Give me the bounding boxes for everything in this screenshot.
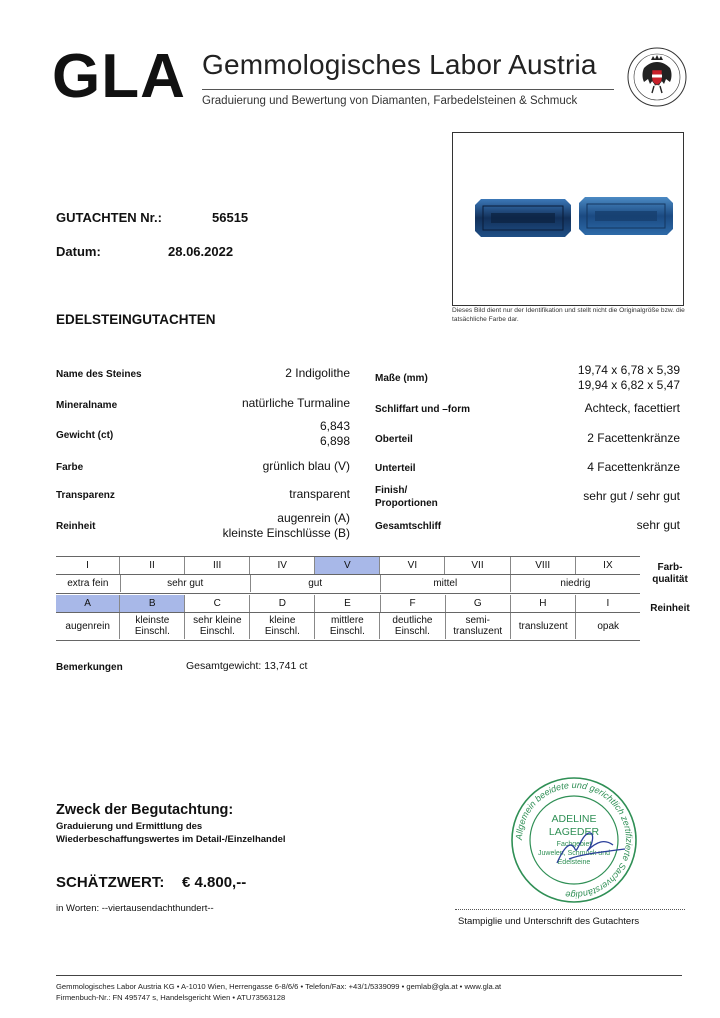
clarity-desc-cell xyxy=(576,613,640,639)
photo-disclaimer: Dieses Bild dient nur der Identifikation und stellt nicht die Originalgröße bzw. die tatsächliche Farbe dar. xyxy=(452,307,685,323)
report-type: EDELSTEINGUTACHTEN xyxy=(56,312,216,327)
value-overall-cut: sehr gut xyxy=(636,518,680,532)
color-quality-label xyxy=(642,562,698,586)
clarity-desc-row xyxy=(56,613,640,639)
remarks-label: Bemerkungen xyxy=(56,662,123,673)
clarity-grade-cell: G xyxy=(445,595,510,612)
signature-line xyxy=(455,909,685,910)
value-clarity-2: kleinste Einschlüsse (B) xyxy=(222,526,350,540)
clarity-desc-cell xyxy=(380,613,445,639)
clarity-desc-text: augenrein xyxy=(65,620,110,632)
value-dimensions-2: 19,94 x 6,82 x 5,47 xyxy=(577,378,680,392)
austrian-eagle-crest-icon xyxy=(626,46,688,108)
clarity-desc-text: Einschl. xyxy=(264,626,300,637)
value-dimensions-1: 19,74 x 6,78 x 5,39 xyxy=(577,363,680,377)
clarity-desc-text: Einschl. xyxy=(329,626,365,637)
color-group-cell: mittel xyxy=(380,575,510,592)
label-color: Farbe xyxy=(56,462,84,473)
value-color: grünlich blau (V) xyxy=(262,459,350,473)
clarity-desc-text: semi- xyxy=(465,615,490,626)
clarity-desc-table xyxy=(56,613,640,639)
clarity-bottom-line xyxy=(56,640,640,641)
clarity-grade-cell-selected: A xyxy=(56,595,120,612)
clarity-desc-text: Einschl. xyxy=(134,626,170,637)
clarity-desc-text: sehr kleine xyxy=(193,615,242,626)
stamp-name2: LAGEDER xyxy=(548,826,600,838)
svg-text:Allgemein beeidete und gericht xyxy=(514,780,634,900)
stamp-line3: Fachgebiet xyxy=(556,841,592,848)
clarity-grade-cell: F xyxy=(380,595,445,612)
clarity-desc-text: Einschl. xyxy=(199,626,235,637)
remarks-text: Gesamtgewicht: 13,741 ct xyxy=(186,660,308,672)
color-grade-cell-selected: V xyxy=(315,557,380,574)
clarity-desc-text: kleinste xyxy=(135,615,170,626)
purpose-line1: Graduierung und Ermittlung des xyxy=(56,821,203,832)
header-divider xyxy=(202,89,614,90)
color-grade-cell: VIII xyxy=(510,557,575,574)
color-grade-cell: III xyxy=(185,557,250,574)
stamp-line5: Edelsteine xyxy=(557,859,591,866)
clarity-desc-text: kleine xyxy=(269,615,296,626)
org-name: Gemmologisches Labor Austria xyxy=(202,49,597,80)
color-grade-cell: IV xyxy=(250,557,315,574)
clarity-desc-cell xyxy=(185,613,250,639)
color-group-cell: extra fein xyxy=(56,575,120,592)
value-clarity-1: augenrein (A) xyxy=(277,511,350,525)
label-dimensions: Maße (mm) xyxy=(375,373,428,384)
value-crown: 2 Facettenkränze xyxy=(587,431,680,445)
clarity-desc-text: transluzent xyxy=(518,620,568,632)
clarity-grade-cell: H xyxy=(510,595,575,612)
footer-divider xyxy=(56,975,682,976)
clarity-grade-cell: D xyxy=(250,595,315,612)
label-pavilion: Unterteil xyxy=(375,463,416,474)
value-transparency: transparent xyxy=(289,487,350,501)
color-quality-label-line1: Farb- xyxy=(657,562,683,573)
color-grade-row xyxy=(56,557,640,574)
label-proportions: Proportionen xyxy=(375,498,438,509)
value-weight-2: 6,898 xyxy=(319,434,350,448)
clarity-grade-cell: C xyxy=(185,595,250,612)
color-grade-cell: I xyxy=(56,557,120,574)
clarity-grade-cell: E xyxy=(315,595,380,612)
color-grade-cell: VI xyxy=(380,557,445,574)
color-quality-label-line2: qualität xyxy=(652,574,688,585)
label-mineral: Mineralname xyxy=(56,400,118,411)
clarity-desc-cell xyxy=(120,613,185,639)
label-weight: Gewicht (ct) xyxy=(56,430,114,441)
purpose-line2: Wiederbeschaffungswertes im Detail-/Einzelhandel xyxy=(56,834,286,845)
clarity-desc-text: deutliche xyxy=(392,615,433,626)
stamp-caption: Stampiglie und Unterschrift des Gutachters xyxy=(458,916,640,927)
color-group-cell: sehr gut xyxy=(120,575,250,592)
clarity-grade-cell: I xyxy=(606,598,610,609)
gemstone-images xyxy=(453,133,683,305)
value-stone-name: 2 Indigolithe xyxy=(285,366,350,380)
purpose-title: Zweck der Begutachtung: xyxy=(56,802,234,818)
label-stone-name: Name des Steines xyxy=(56,369,142,380)
scale-bottom-line xyxy=(56,593,640,594)
gem-left xyxy=(475,199,571,237)
clarity-label: Reinheit xyxy=(650,603,690,614)
clarity-desc-cell xyxy=(510,613,575,639)
gem-right xyxy=(579,197,673,235)
report-date: 28.06.2022 xyxy=(168,244,234,259)
clarity-grade-row xyxy=(56,595,640,612)
label-cut: Schliffart und –form xyxy=(375,404,471,415)
clarity-desc-text: opak xyxy=(597,620,620,632)
clarity-desc-cell xyxy=(445,613,510,639)
report-number-label: GUTACHTEN Nr.: xyxy=(56,210,162,225)
gemstone-photo xyxy=(452,132,684,306)
clarity-desc-text: mittlere xyxy=(330,615,364,626)
label-overall-cut: Gesamtschliff xyxy=(375,521,442,532)
clarity-desc-cell xyxy=(315,613,380,639)
org-subtitle: Graduierung und Bewertung von Diamanten, Farbedelsteinen & Schmuck xyxy=(202,95,578,107)
value-mineral: natürliche Turmaline xyxy=(241,396,350,410)
color-grade-cell: II xyxy=(120,557,185,574)
clarity-grade-cell-selected: B xyxy=(120,595,185,612)
footer-line2: Firmenbuch-Nr.: FN 495747 s, Handelsgericht Wien • ATU73563128 xyxy=(56,993,286,1002)
color-grade-cell: IX xyxy=(603,560,613,571)
color-group-cell: niedrig xyxy=(560,578,591,589)
label-transparency: Transparenz xyxy=(56,490,115,501)
clarity-desc-cell xyxy=(56,613,120,639)
clarity-desc-cell xyxy=(250,613,315,639)
value-weight-1: 6,843 xyxy=(319,419,350,433)
gla-logo: GLA xyxy=(52,42,186,111)
clarity-grade-table xyxy=(56,595,640,612)
footer-line1: Gemmologisches Labor Austria KG • A-1010 Wien, Herrengasse 6-8/6/6 • Telefon/Fax: +43/1/5339099 • gemlab@gla.at • www.gla.at xyxy=(56,982,502,991)
label-finish: Finish/ xyxy=(375,485,408,496)
label-clarity: Reinheit xyxy=(56,521,96,532)
clarity-desc-text: Einschl. xyxy=(394,626,430,637)
expert-stamp xyxy=(509,775,639,905)
date-label: Datum: xyxy=(56,244,101,259)
color-group-cell: gut xyxy=(250,575,380,592)
color-group-table xyxy=(56,575,640,592)
valuation-value: € 4.800,-- xyxy=(182,874,247,891)
value-cut: Achteck, facettiert xyxy=(584,401,680,415)
color-grade-cell: VII xyxy=(445,557,510,574)
stamp-name1: ADELINE xyxy=(551,813,597,825)
report-number: 56515 xyxy=(212,210,249,225)
valuation-words: in Worten: --viertausendachthundert-- xyxy=(56,903,214,914)
value-finish: sehr gut / sehr gut xyxy=(583,489,680,503)
value-pavilion: 4 Facettenkränze xyxy=(587,460,680,474)
color-grade-table xyxy=(56,557,640,574)
valuation-label: SCHÄTZWERT: xyxy=(56,874,165,891)
clarity-desc-text: transluzent xyxy=(453,626,503,637)
stamp-line4: Juwelen, Schmuck und xyxy=(538,850,610,857)
color-group-row xyxy=(56,575,640,592)
stamp-ring-text: Allgemein beeidete und gerichtlich zertifizierte Sachverständige xyxy=(513,779,635,901)
label-crown: Oberteil xyxy=(375,434,413,445)
